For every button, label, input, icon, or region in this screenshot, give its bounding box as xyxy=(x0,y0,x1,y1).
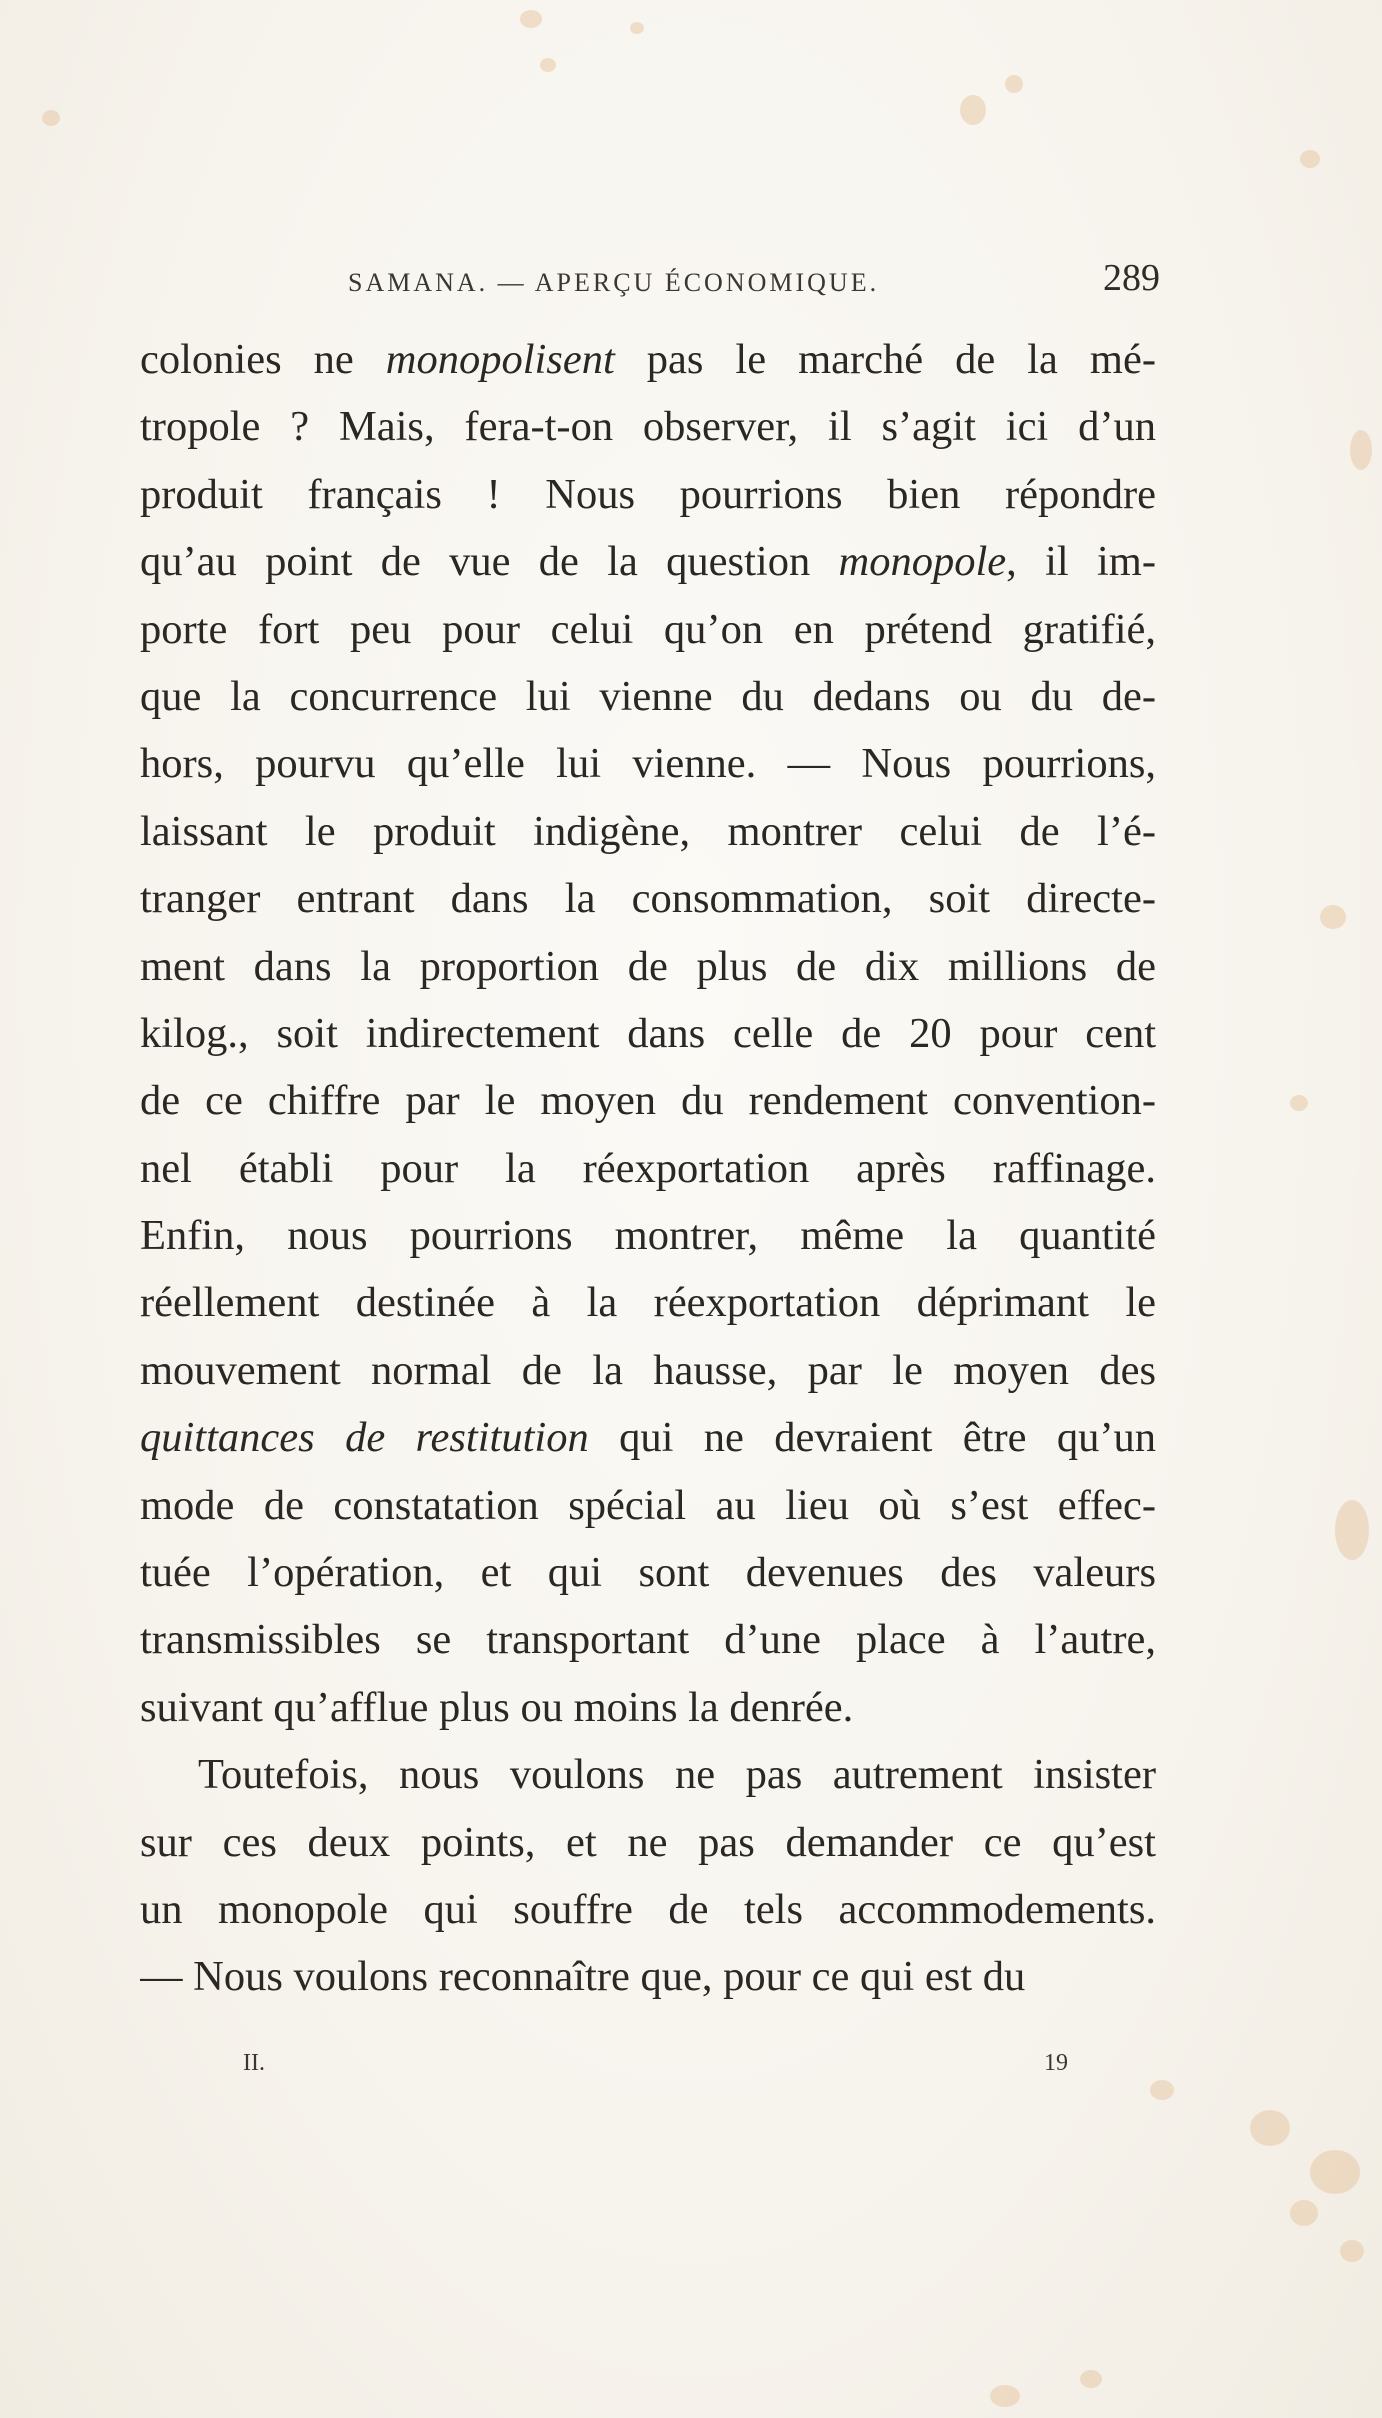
italic-phrase: monopolisent xyxy=(385,336,615,383)
text-run: Toutefois, nous voulons ne pas autrement insister xyxy=(198,1751,1156,1799)
text-run: mode de constatation spécial au lieu où s’est effec- xyxy=(140,1481,1156,1529)
italic-phrase: monopole xyxy=(838,538,1007,586)
foxing-spot xyxy=(990,2385,1020,2407)
text-line xyxy=(140,1067,1156,1134)
text-line xyxy=(140,1472,1156,1539)
text-run: tuée l’opération, et qui sont devenues des valeurs xyxy=(140,1549,1156,1597)
text-run: Enfin, nous pourrions montrer, même la quantité xyxy=(140,1212,1156,1260)
foxing-spot xyxy=(1250,2110,1290,2146)
foxing-spot xyxy=(1290,1095,1308,1111)
foxing-spot xyxy=(960,95,986,125)
text-run: transmissibles se transportant d’une place à l’autre, xyxy=(140,1616,1156,1664)
text-run: laissant le produit indigène, montrer celui de l’é- xyxy=(140,807,1156,855)
text-run: ment dans la proportion de plus de dix millions de xyxy=(140,942,1156,990)
text-line xyxy=(140,1876,1156,1943)
text-run: suivant qu’afflue plus ou moins la denrée. xyxy=(140,1683,854,1731)
text-run: , il im- xyxy=(1006,538,1156,586)
sheet-folio: 19 xyxy=(1044,2050,1068,2076)
running-head-title: SAMANA. — APERÇU ÉCONOMIQUE. xyxy=(348,268,880,297)
text-run: réellement destinée à la réexportation déprimant le xyxy=(140,1279,1156,1327)
foxing-spot xyxy=(1300,150,1320,168)
text-line xyxy=(140,1674,1156,1741)
text-line xyxy=(140,865,1156,932)
text-line xyxy=(140,528,1156,595)
paragraph-1 xyxy=(140,326,1156,1741)
text-run: un monopole qui souffre de tels accommodements. xyxy=(140,1885,1156,1933)
text-line xyxy=(140,663,1156,730)
text-run: sur ces deux points, et ne pas demander ce qu’est xyxy=(140,1818,1156,1866)
text-line xyxy=(140,1000,1156,1067)
text-line xyxy=(140,1404,1156,1471)
text-line xyxy=(140,933,1156,1000)
foxing-spot xyxy=(1080,2370,1102,2388)
foxing-spot xyxy=(42,110,60,126)
foxing-spot xyxy=(1335,1500,1369,1560)
text-run: produit français ! Nous pourrions bien répondre xyxy=(140,470,1156,518)
foxing-spot xyxy=(630,22,644,34)
text-run: porte fort peu pour celui qu’on en prétend gratifié, xyxy=(140,605,1156,653)
text-run: nel établi pour la réexportation après raffinage. xyxy=(140,1144,1156,1192)
text-line xyxy=(140,1539,1156,1606)
text-run: tranger entrant dans la consommation, soit directe- xyxy=(140,875,1156,923)
text-line xyxy=(140,1741,1156,1808)
text-line xyxy=(140,596,1156,663)
text-run: mouvement normal de la hausse, par le moyen des xyxy=(140,1346,1156,1394)
foxing-spot xyxy=(1310,2150,1360,2194)
running-head xyxy=(140,257,1160,312)
text-line xyxy=(140,1202,1156,1269)
text-line xyxy=(140,1135,1156,1202)
text-run: qui ne devraient être qu’un xyxy=(588,1414,1156,1462)
italic-phrase: quittances de restitution xyxy=(140,1414,589,1462)
foxing-spot xyxy=(1005,75,1023,93)
foxing-spot xyxy=(1320,905,1346,929)
body-text xyxy=(140,326,1156,2011)
text-line xyxy=(140,1606,1156,1673)
text-line xyxy=(140,1337,1156,1404)
text-line xyxy=(140,1943,1156,2010)
text-line xyxy=(140,798,1156,865)
text-line xyxy=(140,326,1156,393)
text-line xyxy=(140,1809,1156,1876)
text-run: tropole ? Mais, fera-t-on observer, il s’agit ici d’un xyxy=(140,403,1156,451)
text-line xyxy=(140,393,1156,460)
text-run: kilog., soit indirectement dans celle de 20 pour cent xyxy=(140,1009,1156,1057)
paragraph-2 xyxy=(140,1741,1156,2011)
text-run: que la concurrence lui vienne du dedans ou du de- xyxy=(140,672,1156,720)
text-run: pas le marché de la mé- xyxy=(614,336,1156,383)
text-run: colonies ne xyxy=(140,336,386,383)
text-line xyxy=(140,461,1156,528)
text-run: de ce chiffre par le moyen du rendement convention- xyxy=(140,1077,1156,1125)
text-run: hors, pourvu qu’elle lui vienne. — Nous pourrions, xyxy=(140,740,1156,788)
text-line xyxy=(140,1269,1156,1336)
text-run: qu’au point de vue de la question xyxy=(140,538,839,586)
page-number: 289 xyxy=(1103,257,1160,299)
foxing-spot xyxy=(1290,2200,1318,2226)
text-run: — Nous voulons reconnaître que, pour ce qui est du xyxy=(140,1953,1026,2001)
signature-mark: II. xyxy=(243,2050,265,2076)
foxing-spot xyxy=(1340,2240,1364,2262)
foxing-spot xyxy=(540,58,556,72)
foxing-spot xyxy=(520,10,542,28)
foxing-spot xyxy=(1150,2080,1174,2100)
foxing-spot xyxy=(1350,430,1372,470)
text-line xyxy=(140,730,1156,797)
